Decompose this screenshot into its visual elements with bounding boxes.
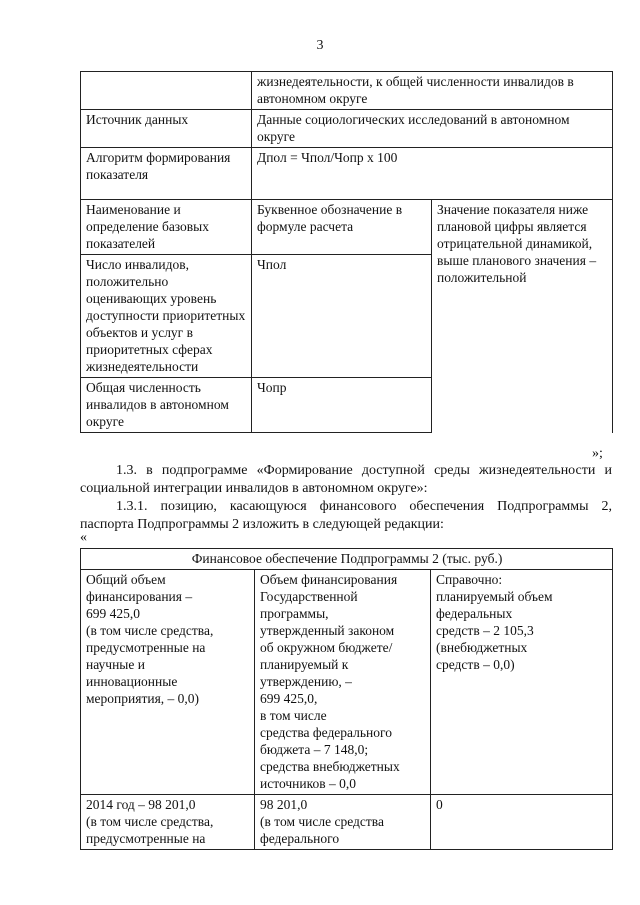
table-cell: Дпол = Чпол/Чопр х 100 — [252, 148, 613, 200]
opening-quote: « — [80, 530, 87, 545]
indicator-table — [80, 71, 613, 433]
closing-quote: »; — [592, 446, 603, 461]
table-cell: Общая численность инвалидов в автономном округе — [81, 378, 252, 433]
table-row — [81, 570, 613, 795]
paragraph: 1.3. в подпрограмме «Формирование доступной среды жизнедеятельности и социальной интеграции инвалидов в автономном округе»: — [80, 463, 612, 496]
table-cell: 0 — [431, 795, 613, 850]
table-row — [81, 549, 613, 570]
table-row — [81, 795, 613, 850]
table-cell: Источник данных — [81, 110, 252, 148]
financing-table — [80, 548, 613, 850]
table-cell: Наименование и определение базовых показателей — [81, 200, 252, 255]
table-cell: Общий объем финансирования – 699 425,0 (в том числе средства, предусмотренные на научные и инновационные мероприятия, – 0,0) — [81, 570, 255, 795]
table-row — [81, 148, 613, 200]
table-row — [81, 72, 613, 110]
table-cell: Чпол — [252, 255, 432, 378]
table-cell: 2014 год – 98 201,0 (в том числе средства, предусмотренные на — [81, 795, 255, 850]
table-cell: Объем финансирования Государственной программы, утвержденный законом об окружном бюджете/ планируемый к утверждению, – 699 425,0, в том числе средства федерального бюджета – 7 148,0; средства внебюджетных источников – 0,0 — [255, 570, 431, 795]
table-header: Финансовое обеспечение Подпрограммы 2 (тыс. руб.) — [81, 549, 613, 570]
paragraph: 1.3.1. позицию, касающуюся финансового обеспечения Подпрограммы 2, паспорта Подпрограммы 2 изложить в следующей редакции: — [80, 499, 612, 532]
table-cell: Данные социологических исследований в автономном округе — [252, 110, 613, 148]
table-cell: Число инвалидов, положительно оценивающих уровень доступности приоритетных объектов и услуг в приоритетных сферах жизнедеятельности — [81, 255, 252, 378]
table-cell — [81, 72, 252, 110]
table-cell: 98 201,0 (в том числе средства федерального — [255, 795, 431, 850]
table-row — [81, 110, 613, 148]
table-cell: Чопр — [252, 378, 432, 433]
table-cell: Справочно: планируемый объем федеральных средств – 2 105,3 (внебюджетных средств – 0,0) — [431, 570, 613, 795]
table-cell: Алгоритм формирования показателя — [81, 148, 252, 200]
table-row — [81, 200, 613, 255]
table-cell: Значение показателя ниже плановой цифры является отрицательной динамикой, выше планового значения – положительной — [432, 200, 613, 433]
table-cell: жизнедеятельности, к общей численности инвалидов в автономном округе — [252, 72, 613, 110]
page-number: 3 — [316, 38, 324, 53]
table-cell: Буквенное обозначение в формуле расчета — [252, 200, 432, 255]
